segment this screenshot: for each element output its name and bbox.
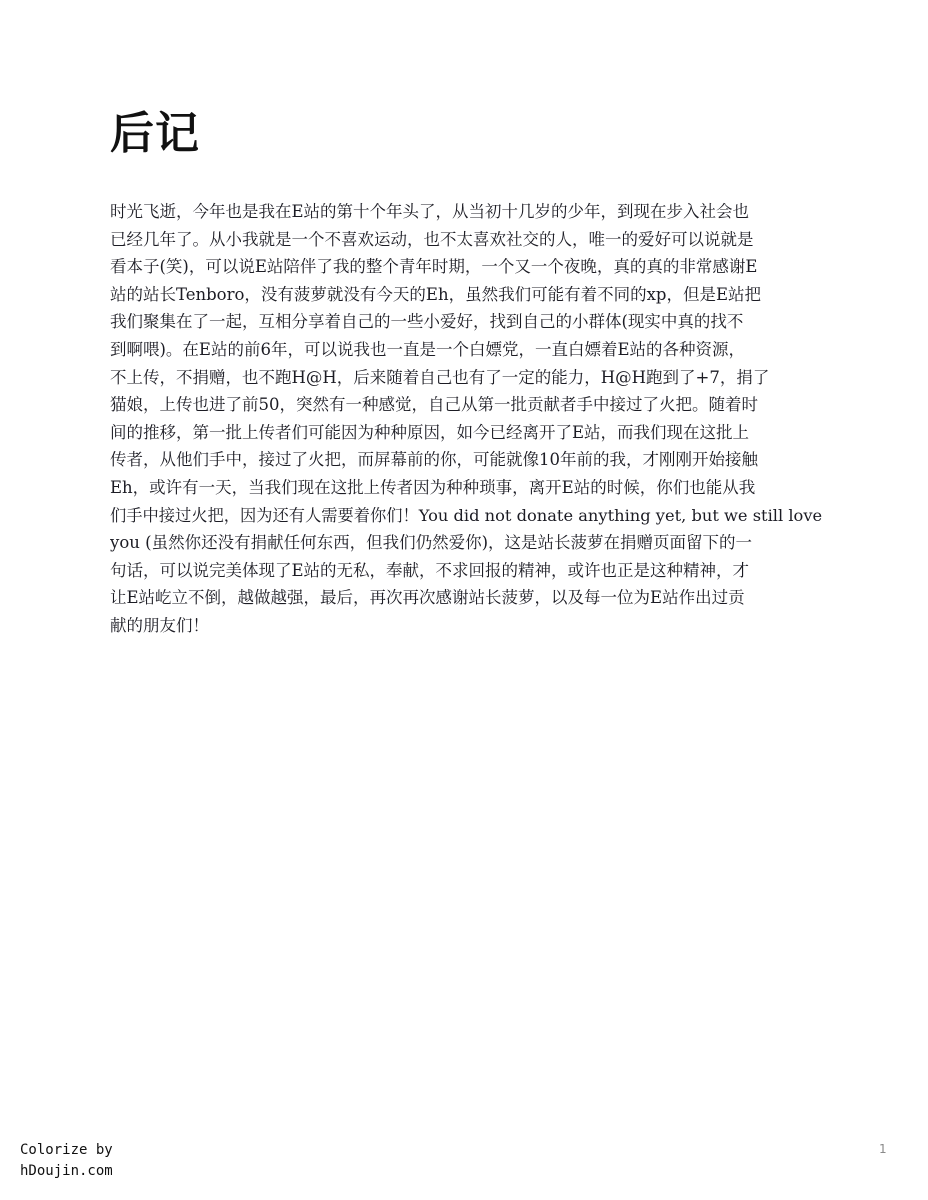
body-line: 不上传，不捐赠，也不跑H@H，后来随着自己也有了一定的能力，H@H跑到了+7，捐了 [110, 367, 770, 387]
body-line: 到啊喂)。在E站的前6年，可以说我也一直是一个白嫖党，一直白嫖着E站的各种资源， [110, 339, 746, 359]
credit-line-2: hDoujin.com [20, 1163, 113, 1179]
body-line: 看本子(笑)，可以说E站陪伴了我的整个青年时期，一个又一个夜晚，真的真的非常感谢E [110, 257, 758, 277]
body-line: you (虽然你还没有捐献任何东西，但我们仍然爱你)，这是站长菠萝在捐赠页面留下的一 [110, 533, 753, 553]
body-line: 站的站长Tenboro，没有菠萝就没有今天的Eh，虽然我们可能有着不同的xp，但是E站把 [110, 284, 762, 304]
body-line: 传者，从他们手中，接过了火把，而屏幕前的你，可能就像10年前的我，才刚刚开始接触 [110, 450, 758, 470]
body-line: 间的推移，第一批上传者们可能因为种种原因，如今已经离开了E站，而我们现在这批上 [110, 422, 750, 442]
body-line: 句话，可以说完美体现了E站的无私，奉献，不求回报的精神，或许也正是这种精神，才 [110, 560, 750, 580]
body-line: 我们聚集在了一起，互相分享着自己的一些小爱好，找到自己的小群体(现实中真的找不 [110, 312, 744, 332]
colorize-credit [20, 1140, 113, 1182]
body-line: 已经几年了。从小我就是一个不喜欢运动，也不太喜欢社交的人，唯一的爱好可以说就是 [110, 229, 754, 249]
body-line: 献的朋友们！ [110, 615, 209, 635]
body-line: Eh，或许有一天，当我们现在这批上传者因为种种琐事，离开E站的时候，你们也能从我 [110, 477, 756, 497]
body-line: 猫娘，上传也进了前50，突然有一种感觉，自己从第一批贡献者手中接过了火把。随着时 [110, 395, 758, 415]
credit-line-1: Colorize by [20, 1142, 113, 1158]
body-line: 们手中接过火把，因为还有人需要着你们！You did not donate anything yet, but we still love [110, 505, 823, 525]
body-line: 时光飞逝，今年也是我在E站的第十个年头了，从当初十几岁的少年，到现在步入社会也 [110, 202, 750, 221]
page-number: 1 [879, 1142, 887, 1156]
page-title: 后记 [110, 108, 200, 159]
afterword-body [110, 198, 824, 640]
body-line: 让E站屹立不倒，越做越强，最后，再次再次感谢站长菠萝，以及每一位为E站作出过贡 [110, 588, 745, 608]
